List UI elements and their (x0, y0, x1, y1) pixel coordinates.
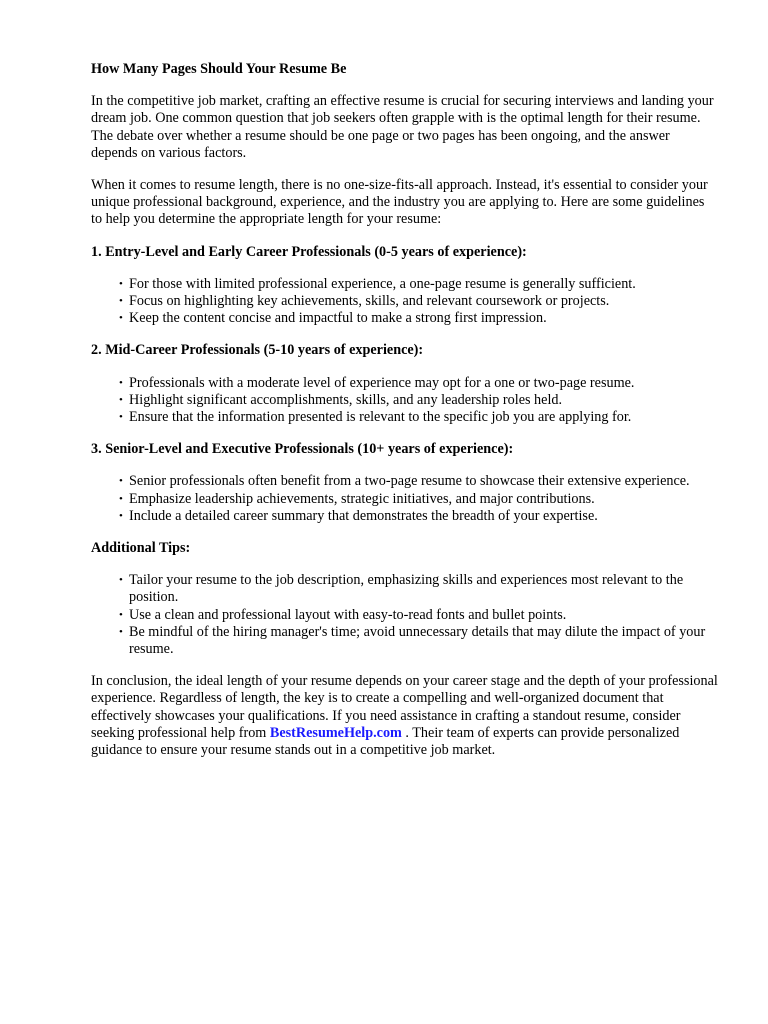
bullet-icon: • (119, 574, 123, 587)
bullet-icon: • (119, 608, 123, 621)
section-heading-senior-level: 3. Senior-Level and Executive Professionals (10+ years of experience): (91, 441, 514, 458)
bullet-icon: • (119, 376, 123, 389)
bullet-icon: • (119, 393, 123, 406)
bullet-icon: • (119, 312, 123, 325)
bullet-icon: • (119, 411, 123, 424)
list-item: • Highlight significant accomplishments, skills, and any leadership roles held. (119, 391, 563, 408)
conclusion-paragraph (91, 673, 718, 759)
bullet-list-additional-tips (91, 572, 718, 658)
list-item: • Senior professionals often benefit from a two-page resume to showcase their extensive experience. (119, 473, 690, 490)
bullet-icon: • (119, 295, 123, 308)
bullet-list-entry-level (91, 276, 718, 328)
list-item: • Ensure that the information presented is relevant to the specific job you are applying for. (119, 409, 632, 426)
list-item: • Professionals with a moderate level of experience may opt for a one or two-page resume. (119, 374, 635, 391)
list-item: • Keep the content concise and impactful to make a strong first impression. (119, 310, 547, 327)
bullet-list-senior-level (91, 473, 718, 525)
bullet-icon: • (119, 492, 123, 505)
conclusion-text-after-link: . Their team of experts can provide personalized guidance to ensure your resume stands out in a competitive job market. (91, 724, 680, 759)
bullet-icon: • (119, 625, 123, 638)
guidelines-intro-paragraph: When it comes to resume length, there is no one-size-fits-all approach. Instead, it's essential to consider your unique professional background, experience, and the industry you are applying to. Here are some guidelines to help you determine the appropriate length for your resume: (91, 177, 708, 228)
list-item: • For those with limited professional experience, a one-page resume is generally sufficient. (119, 275, 636, 292)
list-item: • Use a clean and professional layout with easy-to-read fonts and bullet points. (119, 606, 567, 623)
best-resume-help-link[interactable]: BestResumeHelp.com (269, 724, 402, 741)
intro-paragraph: In the competitive job market, crafting an effective resume is crucial for securing interviews and landing your dream job. One common question that job seekers often grapple with is the optimal length for their resume. The debate over whether a resume should be one page or two pages has been ongoing, and the answer depends on various factors. (91, 93, 714, 161)
bullet-icon: • (119, 509, 123, 522)
section-heading-entry-level: 1. Entry-Level and Early Career Professionals (0-5 years of experience): (91, 243, 527, 260)
list-item: • Include a detailed career summary that demonstrates the breadth of your expertise. (119, 507, 598, 524)
conclusion-text-before-link: In conclusion, the ideal length of your resume depends on your career stage and the depth of your professional experience. Regardless of length, the key is to create a compelling and well-organized document that effectively showcases your qualifications. If you need assistance in crafting a standout resume, consider seeking professional help from (91, 673, 718, 741)
bullet-list-mid-career (91, 375, 718, 427)
list-item: • Be mindful of the hiring manager's time; avoid unnecessary details that may dilute the impact of your resume. (119, 623, 706, 658)
section-heading-additional-tips: Additional Tips: (91, 540, 191, 557)
section-heading-mid-career: 2. Mid-Career Professionals (5-10 years of experience): (91, 342, 424, 359)
bullet-icon: • (119, 475, 123, 488)
bullet-icon: • (119, 277, 123, 290)
list-item: • Tailor your resume to the job description, emphasizing skills and experiences most relevant to the position. (119, 572, 684, 606)
list-item: • Emphasize leadership achievements, strategic initiatives, and major contributions. (119, 490, 595, 507)
list-item: • Focus on highlighting key achievements, skills, and relevant coursework or projects. (119, 293, 610, 310)
document-title: How Many Pages Should Your Resume Be (91, 61, 347, 77)
